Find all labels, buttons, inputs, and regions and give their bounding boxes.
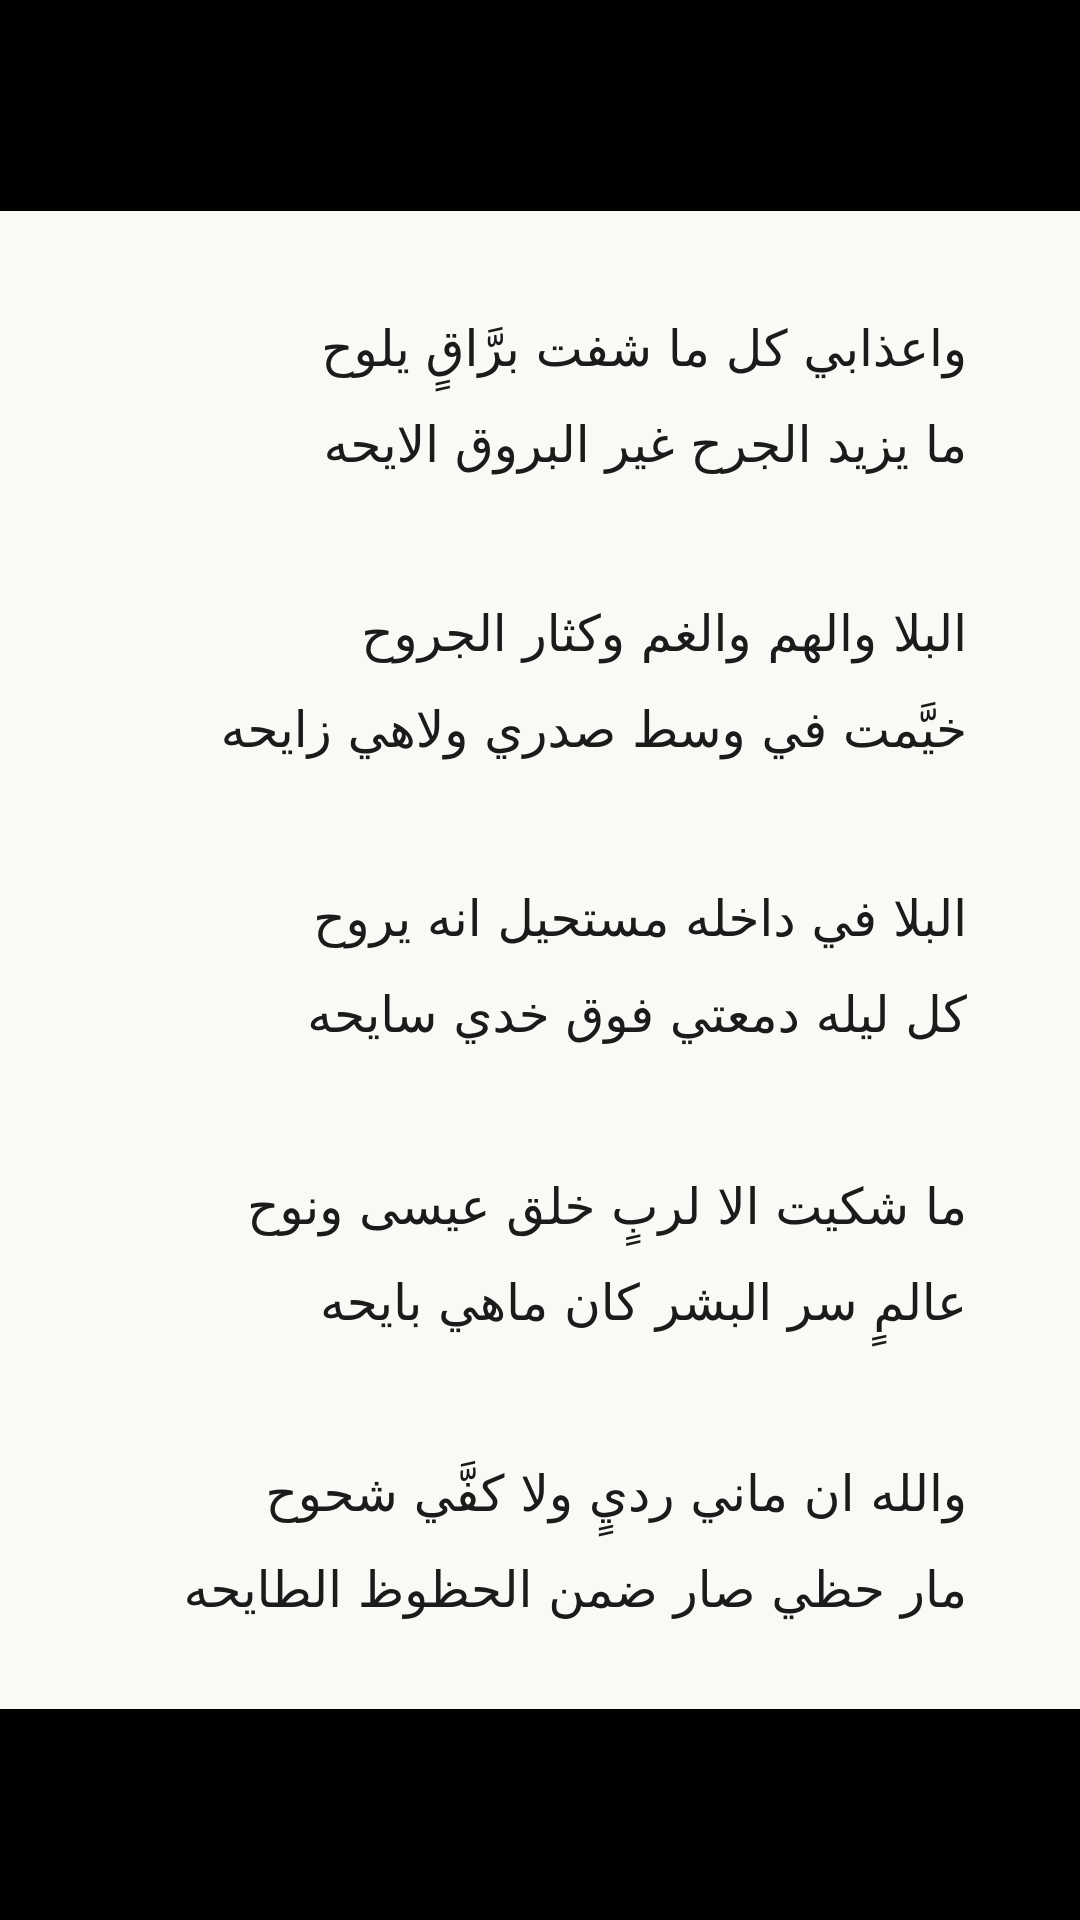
letterbox-bottom	[0, 1709, 1080, 1920]
letterbox-top	[0, 0, 1080, 211]
poem-line: البلا في داخله مستحيل انه يروح	[313, 890, 967, 948]
poem-line: عالمٍ سر البشر كان ماهي بايحه	[320, 1274, 967, 1332]
poem-line: كل ليله دمعتي فوق خدي سايحه	[307, 986, 967, 1044]
poem-stanza	[67, 871, 967, 1063]
poem-stanza	[67, 1446, 967, 1638]
poem-line: خيَّمت في وسط صدري ولاهي زايحه	[220, 701, 967, 759]
poem-line: واعذابي كل ما شفت برَّاقٍ يلوح	[321, 320, 967, 378]
poem-line: مار حظي صار ضمن الحظوظ الطايحه	[183, 1561, 967, 1619]
poem-line: البلا والهم والغم وكثار الجروح	[361, 605, 967, 663]
poem-stanza	[67, 301, 967, 493]
poem-stanza	[67, 1159, 967, 1351]
poem-line: ما يزيد الجرح غير البروق الايحه	[323, 416, 967, 474]
poem-line: والله ان ماني رديٍ ولا كفَّي شحوح	[265, 1465, 967, 1523]
poem-line: ما شكيت الا لربٍ خلق عيسى ونوح	[247, 1178, 967, 1236]
poem-card	[0, 211, 1080, 1709]
poem-stanza	[67, 586, 967, 778]
